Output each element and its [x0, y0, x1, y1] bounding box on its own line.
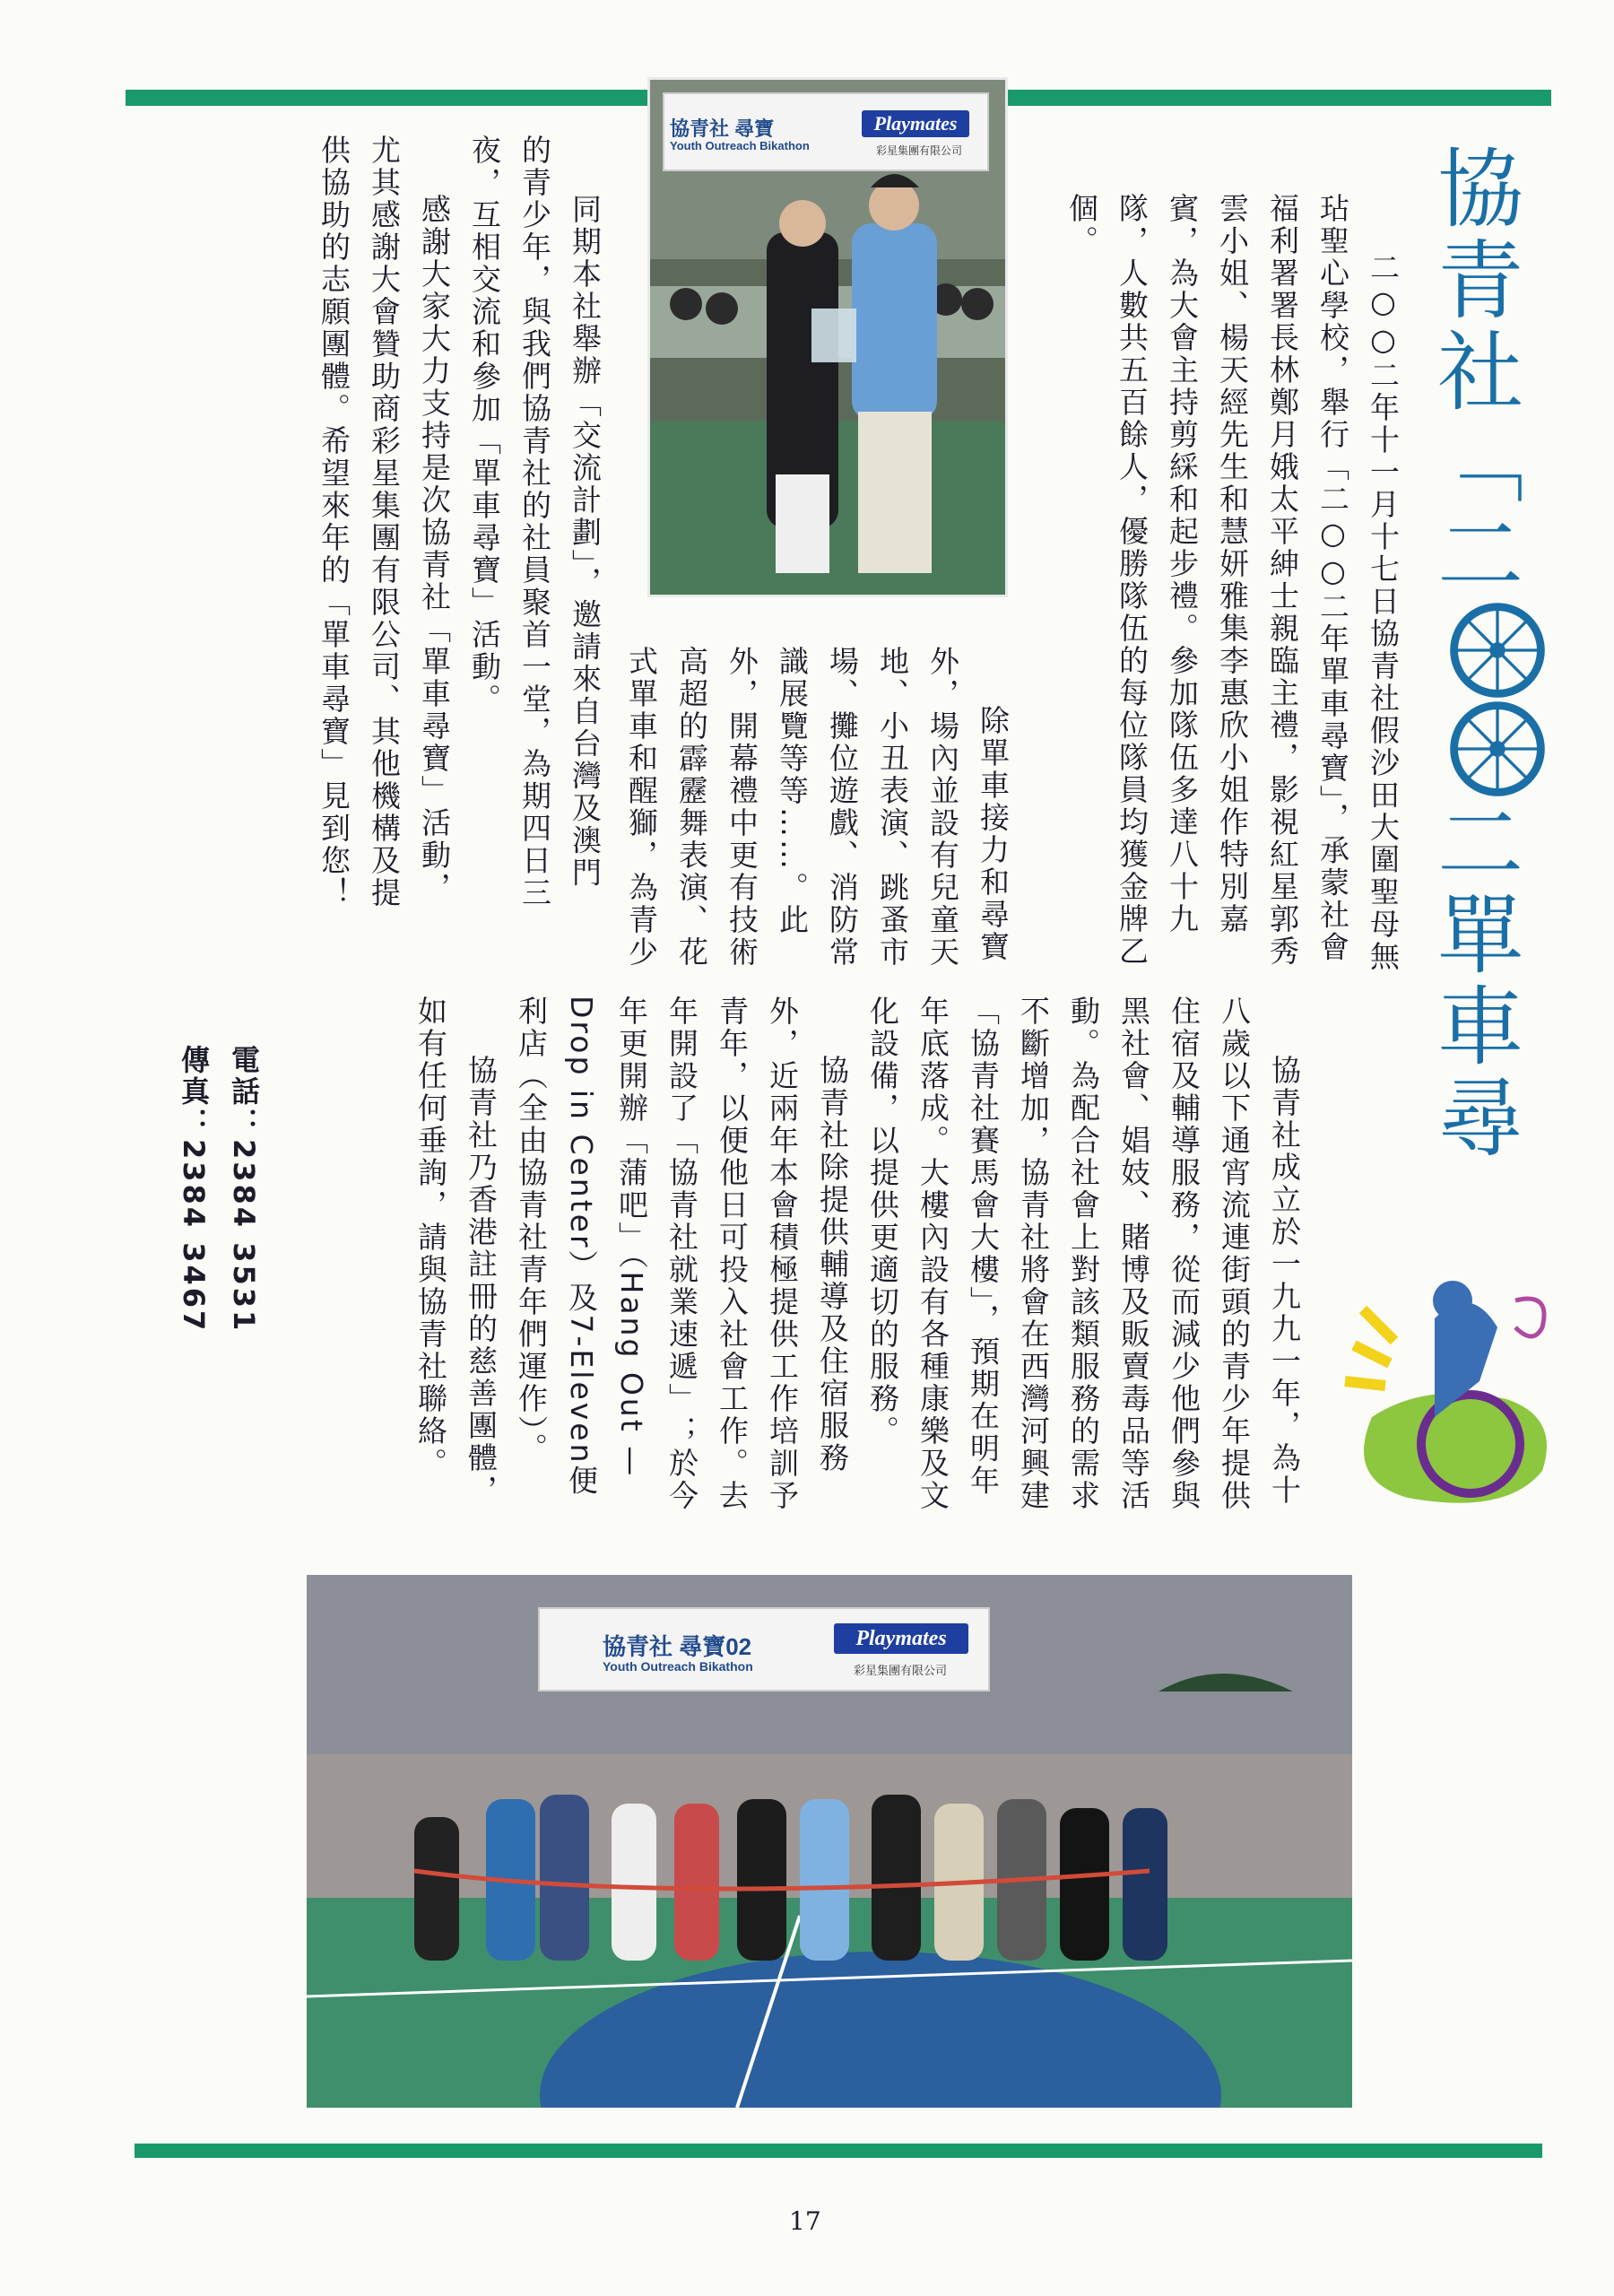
banner-company: 彩星集團有限公司: [876, 144, 963, 157]
cyclist-illustration: [1336, 1238, 1569, 1525]
contact-phone: 電話：2384 3531: [227, 1045, 261, 1334]
photo-ribbon-cutting: [307, 1575, 1352, 2108]
banner2-company: 彩星集團有限公司: [854, 1665, 948, 1678]
title-text-part2: 二單車尋: [1423, 798, 1524, 1164]
page-number: 17: [789, 2206, 821, 2236]
playmates-logo: Playmates: [862, 110, 969, 137]
article1-paragraph-4: 感謝大家大力支持是次協青社「單車尋寶」活動，尤其感謝大會贊助商彩星集團有限公司、其他機構及提供協助的志願團體。希望來年的「單車尋寶」見到您！: [317, 135, 452, 909]
article2-paragraph-3: 協青社乃香港註冊的慈善團體，如有任何垂詢，請與協青社聯絡。: [413, 996, 499, 1507]
article1-block-b: [619, 646, 1018, 996]
bottom-rule: [134, 2144, 1542, 2158]
bicycle-wheel-icon: [1448, 700, 1547, 798]
article1-paragraph-3: 同期本社舉辦「交流計劃」，邀請來自台灣及澳門的青少年，與我們協青社的社員聚首一堂，為期四日三夜，互相交流和參加「單車尋寶」活動。: [467, 135, 603, 909]
banner2-chinese-title: 協青社 尋寶02: [603, 1633, 752, 1660]
article1-block-c: [157, 135, 610, 915]
article1-block-a: [1031, 193, 1408, 973]
title-text-part1: 協青社「二: [1423, 144, 1524, 601]
article1-paragraph-2: 除單車接力和尋寶外，場內並設有兒童天地、小丑表演、跳蚤市場、攤位遊戲、消防常識展覽等等……。此外，開幕禮中更有技術高超的霹靂舞表演、花式單車和醒獅，為青少: [624, 646, 1011, 969]
contact-info: [170, 1045, 269, 1422]
article2: [287, 996, 1309, 1525]
sponsor-banner-2: [538, 1607, 990, 1692]
sponsor-banner: [663, 92, 989, 171]
article2-paragraph-1: 協青社成立於一九九一年，為十八歲以下通宵流連街頭的青少年提供住宿及輔導服務，從而減少他們參與黑社會、娼妓、賭博及販賣毒品等活動。為配合社會上對該類服務的需求不斷增加，協青社將會在西灣河興建「協青社賽馬會大樓」，預期在明年年底落成。大樓內設有各種康樂及文化設備，以提供更適切的服務。: [865, 996, 1302, 1512]
photo-award-presentation: [647, 77, 1008, 597]
article-title: [1421, 144, 1547, 1202]
banner-english-title: Youth Outreach Bikathon: [670, 139, 810, 152]
playmates-logo-2: Playmates: [834, 1623, 968, 1654]
contact-fax: 傳真：2384 3467: [177, 1045, 211, 1334]
article2-paragraph-2: 協青社除提供輔導及住宿服務外，近兩年本會積極提供工作培訓予青年，以便他日可投入社會工作。去年開設了「協青社就業速遞」；於今年更開辦「蒲吧」（Hang Out — Drop in Center）及7-Eleven便利店（全由協青社青年們運作）。: [514, 996, 850, 1512]
banner2-english-title: Youth Outreach Bikathon: [603, 1659, 753, 1674]
bicycle-wheel-icon: [1448, 601, 1547, 700]
article1-paragraph-1: 二○○二年十一月十七日協青社假沙田大圍聖母無玷聖心學校，舉行「二○○二年單車尋寶」，承蒙社會福利署署長林鄭月娥太平紳士親臨主禮，影視紅星郭秀雲小姐、楊天經先生和慧妍雅集李惠欣小姐作特別嘉賓，為大會主持剪綵和起步禮。參加隊伍多達八十九隊，人數共五百餘人，優勝隊伍的每位隊員均獲金牌乙個。: [1064, 193, 1401, 973]
banner-chinese-title: 協青社 尋寶: [670, 117, 775, 140]
